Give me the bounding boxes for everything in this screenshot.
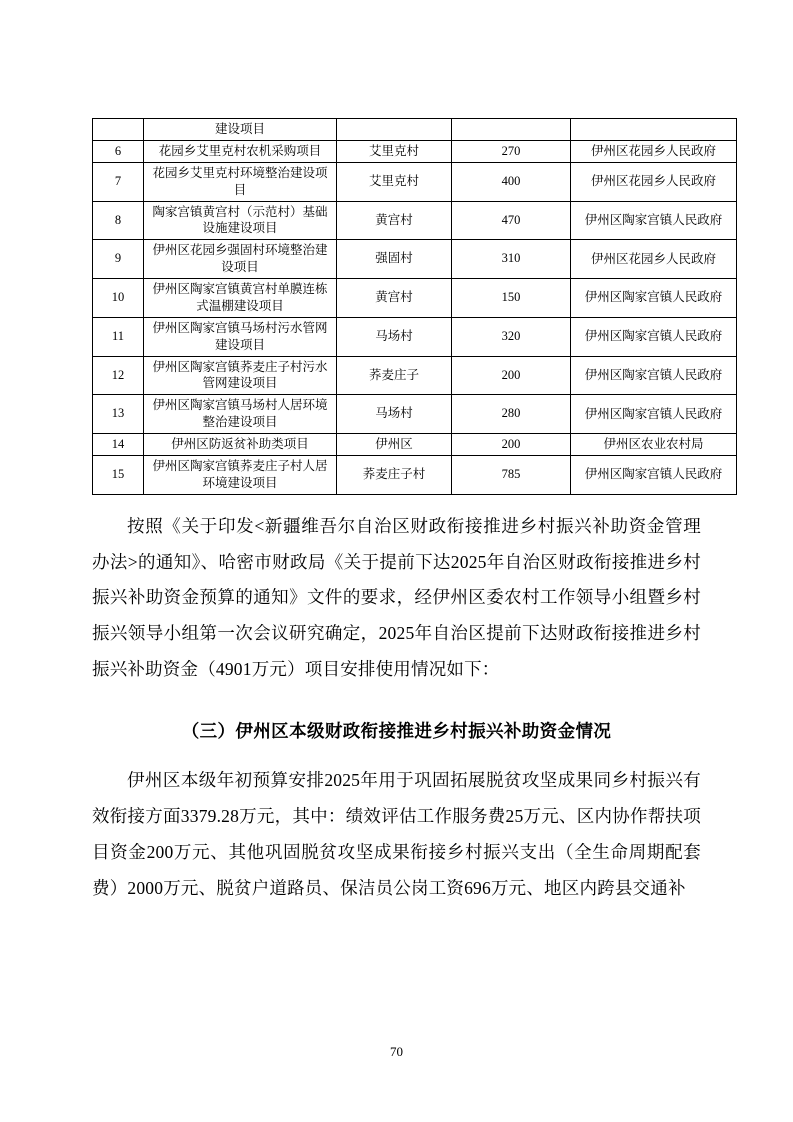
cell-village: 伊州区 — [337, 434, 452, 456]
cell-amount: 785 — [452, 455, 571, 494]
cell-amount: 200 — [452, 434, 571, 456]
cell-amount: 470 — [452, 201, 571, 240]
cell-project-name: 花园乡艾里克村环境整治建设项目 — [144, 162, 337, 201]
cell-organization: 伊州区陶家宫镇人民政府 — [571, 356, 737, 395]
table-row — [93, 356, 737, 395]
cell-village: 强固村 — [337, 240, 452, 279]
cell-village — [337, 119, 452, 141]
cell-index: 12 — [93, 356, 144, 395]
cell-project-name: 伊州区花园乡强固村环境整治建设项目 — [144, 240, 337, 279]
paragraph-funding-policy: 按照《关于印发<新疆维吾尔自治区财政衔接推进乡村振兴补助资金管理办法>的通知》、哈密市财政局《关于提前下达2025年自治区财政衔接推进乡村振兴补助资金预算的通知》文件的要求，经伊州区委农村工作领导小组暨乡村振兴领导小组第一次会议研究确定，2025年自治区提前下达财政衔接推进乡村振兴补助资金（4901万元）项目安排使用情况如下： — [92, 515, 701, 680]
cell-organization: 伊州区陶家宫镇人民政府 — [571, 279, 737, 318]
section-heading-district-funds: （三）伊州区本级财政衔接推进乡村振兴补助资金情况 — [181, 721, 612, 741]
cell-index: 9 — [93, 240, 144, 279]
cell-index: 14 — [93, 434, 144, 456]
cell-index: 13 — [93, 395, 144, 434]
page-number: 70 — [390, 1044, 403, 1059]
cell-organization: 伊州区花园乡人民政府 — [571, 162, 737, 201]
cell-index: 7 — [93, 162, 144, 201]
cell-organization: 伊州区花园乡人民政府 — [571, 240, 737, 279]
project-funding-table — [92, 118, 737, 495]
cell-village: 黄宫村 — [337, 279, 452, 318]
cell-organization: 伊州区陶家宫镇人民政府 — [571, 455, 737, 494]
table-row — [93, 279, 737, 318]
cell-index: 15 — [93, 455, 144, 494]
cell-village: 艾里克村 — [337, 162, 452, 201]
cell-village: 艾里克村 — [337, 140, 452, 162]
cell-amount — [452, 119, 571, 141]
table-row — [93, 119, 737, 141]
cell-village: 马场村 — [337, 395, 452, 434]
cell-amount: 200 — [452, 356, 571, 395]
cell-organization: 伊州区陶家宫镇人民政府 — [571, 395, 737, 434]
cell-organization: 伊州区陶家宫镇人民政府 — [571, 201, 737, 240]
table-row — [93, 455, 737, 494]
cell-village: 荞麦庄子 — [337, 356, 452, 395]
cell-index: 6 — [93, 140, 144, 162]
cell-amount: 320 — [452, 317, 571, 356]
cell-index: 10 — [93, 279, 144, 318]
cell-project-name: 伊州区陶家宫镇马场村人居环境整治建设项目 — [144, 395, 337, 434]
cell-project-name: 伊州区陶家宫镇荞麦庄子村人居环境建设项目 — [144, 455, 337, 494]
cell-project-name: 陶家宫镇黄宫村（示范村）基础设施建设项目 — [144, 201, 337, 240]
cell-project-name: 伊州区陶家宫镇黄宫村单膜连栋式温棚建设项目 — [144, 279, 337, 318]
paragraph-district-budget: 伊州区本级年初预算安排2025年用于巩固拓展脱贫攻坚成果同乡村振兴有效衔接方面3379.28万元，其中：绩效评估工作服务费25万元、区内协作帮扶项目资金200万元、其他巩固脱贫攻坚成果衔接乡村振兴支出（全生命周期配套费）2000万元、脱贫户道路员、保洁员公岗工资696万元、地区内跨县交通补 — [92, 770, 701, 898]
cell-organization — [571, 119, 737, 141]
table-row — [93, 162, 737, 201]
cell-village: 荞麦庄子村 — [337, 455, 452, 494]
cell-index — [93, 119, 144, 141]
table-row — [93, 317, 737, 356]
table-row — [93, 201, 737, 240]
cell-project-name: 建设项目 — [144, 119, 337, 141]
cell-amount: 400 — [452, 162, 571, 201]
cell-village: 黄宫村 — [337, 201, 452, 240]
cell-organization: 伊州区农业农村局 — [571, 434, 737, 456]
cell-index: 11 — [93, 317, 144, 356]
cell-project-name: 伊州区防返贫补助类项目 — [144, 434, 337, 456]
table-row — [93, 395, 737, 434]
cell-organization: 伊州区陶家宫镇人民政府 — [571, 317, 737, 356]
cell-project-name: 伊州区陶家宫镇荞麦庄子村污水管网建设项目 — [144, 356, 337, 395]
cell-village: 马场村 — [337, 317, 452, 356]
cell-project-name: 伊州区陶家宫镇马场村污水管网建设项目 — [144, 317, 337, 356]
cell-index: 8 — [93, 201, 144, 240]
cell-organization: 伊州区花园乡人民政府 — [571, 140, 737, 162]
cell-amount: 280 — [452, 395, 571, 434]
cell-amount: 270 — [452, 140, 571, 162]
cell-amount: 310 — [452, 240, 571, 279]
cell-project-name: 花园乡艾里克村农机采购项目 — [144, 140, 337, 162]
table-row — [93, 240, 737, 279]
table-row — [93, 140, 737, 162]
cell-amount: 150 — [452, 279, 571, 318]
table-row — [93, 434, 737, 456]
table-body — [93, 119, 737, 495]
